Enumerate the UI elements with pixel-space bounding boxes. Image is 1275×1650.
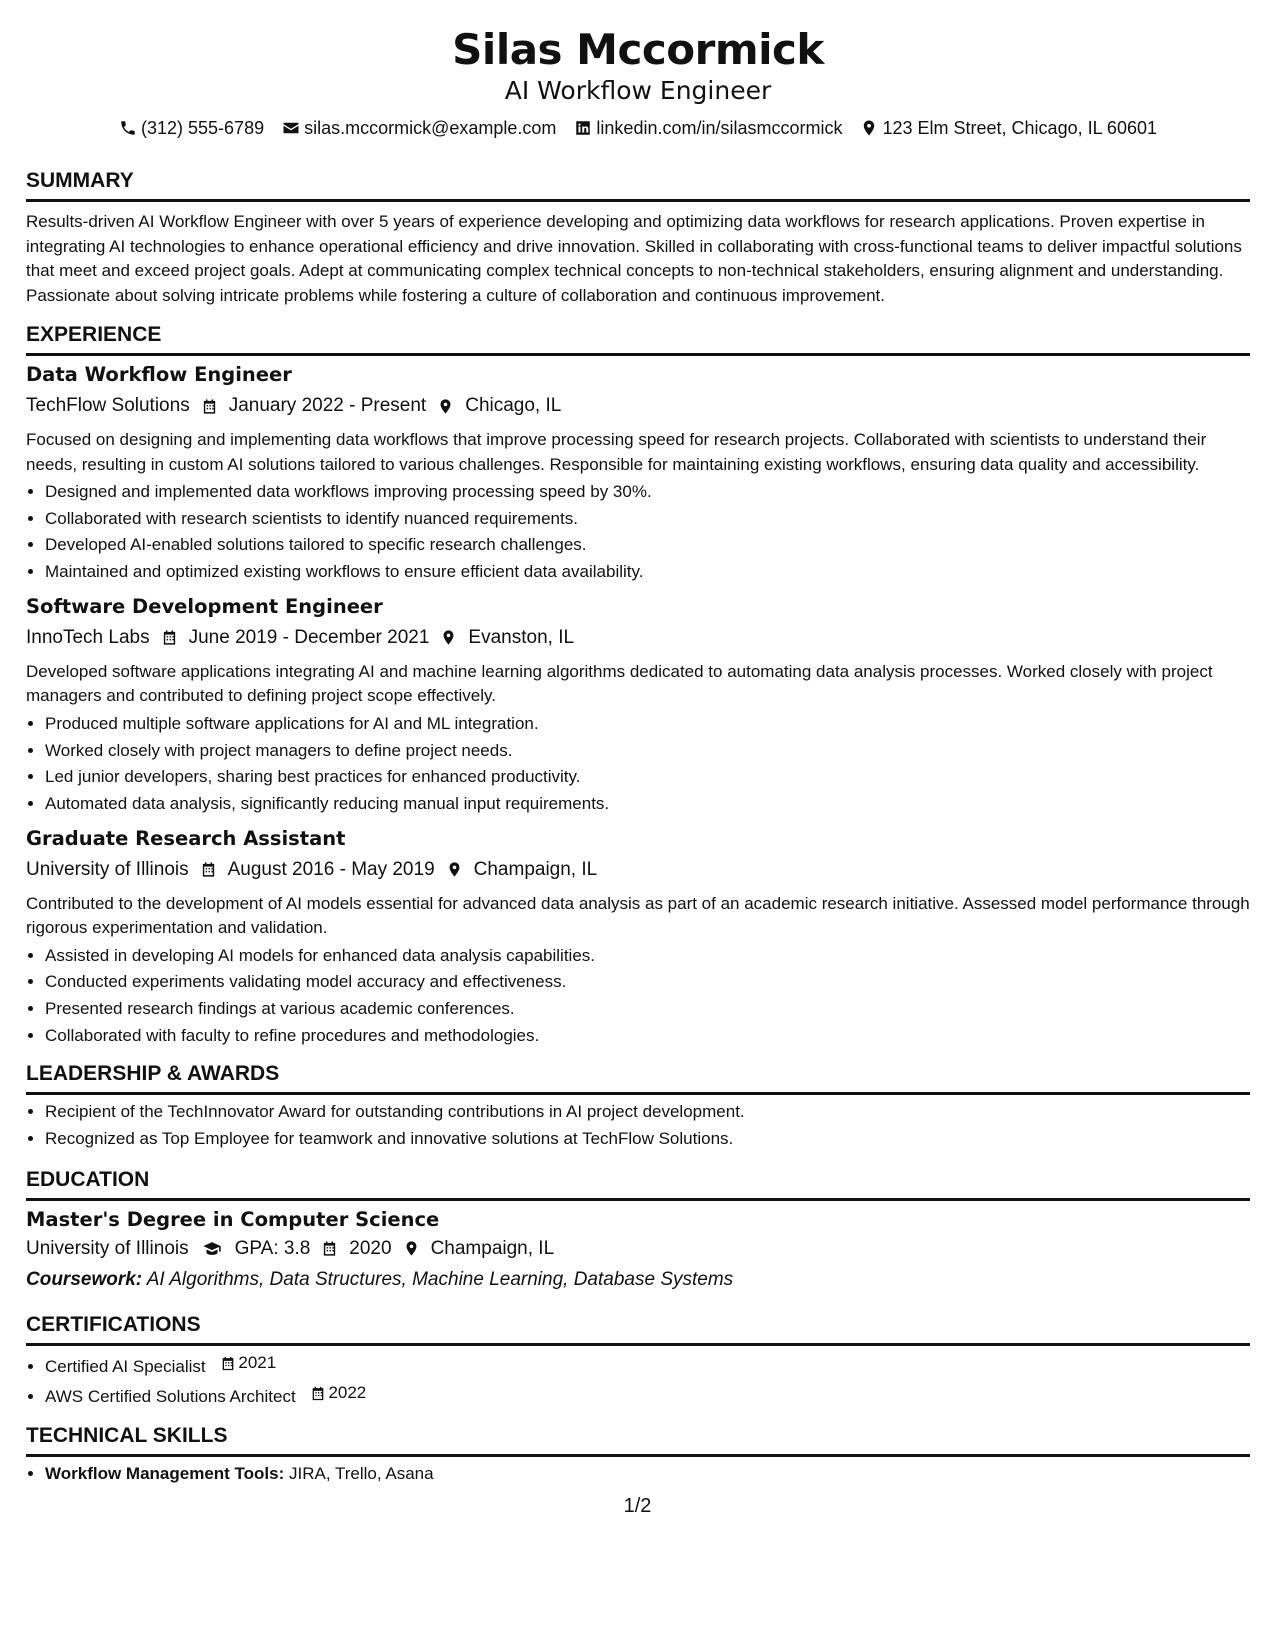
job-meta: [26, 392, 1250, 420]
list-item: • Produced multiple software applications for AI and ML integration.: [45, 711, 1250, 738]
section-title-certifications: CERTIFICATIONS: [26, 1312, 201, 1336]
job-meta: [26, 624, 1250, 652]
job-company: University of Illinois: [26, 858, 189, 880]
section-divider: [26, 199, 1250, 202]
job-meta: [26, 856, 1250, 884]
job-location: Chicago, IL: [465, 395, 562, 416]
leadership-bullets: [26, 1099, 1250, 1152]
job-description: Developed software applications integrating AI and machine learning algorithms dedicated to automating data analysis processes. Worked closely with project managers and contributed to defining project scope effectively.: [26, 661, 1213, 706]
school-name: University of Illinois: [26, 1237, 189, 1259]
list-item: • Maintained and optimized existing workflows to ensure efficient data availability.: [45, 559, 1250, 586]
map-marker-icon: [860, 119, 878, 137]
section-title-experience: EXPERIENCE: [26, 323, 162, 346]
contact-address: [860, 116, 1157, 140]
section-divider: [26, 353, 1250, 356]
phone-icon: [119, 119, 137, 137]
calendar-icon: [310, 1385, 326, 1402]
job-dates: August 2016 - May 2019: [227, 858, 435, 880]
coursework: [26, 1266, 1250, 1294]
job-entry: [26, 826, 1250, 1050]
linkedin-icon: [574, 119, 592, 137]
page-number: 1/2: [623, 1495, 652, 1517]
map-marker-icon: [437, 397, 454, 416]
coursework-label: Coursework:: [26, 1268, 143, 1290]
job-title: Graduate Research Assistant: [26, 826, 346, 850]
job-dates: June 2019 - December 2021: [188, 626, 430, 648]
cert-year: 2022: [328, 1383, 367, 1403]
calendar-icon: [200, 860, 217, 879]
list-item: • Conducted experiments validating model accuracy and effectiveness.: [45, 969, 1250, 996]
certifications-list: [26, 1350, 1250, 1411]
list-item: • Collaborated with faculty to refine procedures and methodologies.: [45, 1023, 1250, 1050]
email-text: silas.mccormick@example.com: [304, 118, 557, 138]
resume-header: [26, 26, 1250, 140]
job-entry: [26, 594, 1250, 818]
section-title-summary: SUMMARY: [26, 169, 134, 192]
resume-page: [26, 0, 1250, 1488]
candidate-name: Silas Mccormick: [452, 25, 824, 74]
contact-linkedin[interactable]: [574, 116, 842, 140]
leadership-section: [26, 1061, 1250, 1152]
experience-section: [26, 322, 1250, 1049]
gpa: GPA: 3.8: [234, 1237, 311, 1259]
education-meta: [26, 1235, 1250, 1263]
graduation-year: 2020: [349, 1237, 392, 1259]
cert-name: Certified AI Specialist: [45, 1356, 206, 1376]
summary-text: Results-driven AI Workflow Engineer with over 5 years of experience developing and optimizing data workflows for research applications. Proven expertise in integrating AI technologies to enhance operational efficiency and drive innovation. Skilled in collaborating with cross-functional teams to deliver impactful solutions that meet and exceed project goals. Adept at communicating complex technical concepts to non-technical stakeholders, ensuring alignment and understanding. Passionate about solving intricate problems while fostering a culture of collaboration and continuous improvement.: [26, 212, 1242, 305]
job-title: Data Workflow Engineer: [26, 363, 292, 386]
job-company: InnoTech Labs: [26, 626, 150, 648]
section-divider: [26, 1454, 1250, 1457]
list-item: • Assisted in developing AI models for enhanced data analysis capabilities.: [45, 943, 1250, 970]
job-dates: January 2022 - Present: [228, 395, 427, 416]
map-marker-icon: [446, 860, 463, 879]
list-item: [45, 1350, 1250, 1381]
section-title-education: EDUCATION: [26, 1167, 150, 1191]
contact-bar: [26, 116, 1250, 140]
list-item: • Recognized as Top Employee for teamwork and innovative solutions at TechFlow Solutions.: [45, 1126, 1250, 1153]
skills-list: [26, 1461, 1250, 1488]
skills-section: [26, 1423, 1250, 1488]
school-location: Champaign, IL: [430, 1237, 555, 1259]
section-title-leadership: LEADERSHIP & AWARDS: [26, 1062, 280, 1086]
summary-section: [26, 168, 1250, 308]
list-item: • Developed AI-enabled solutions tailored to specific research challenges.: [45, 532, 1250, 559]
list-item: • Worked closely with project managers to define project needs.: [45, 738, 1250, 765]
cert-year: 2021: [238, 1352, 277, 1372]
job-bullets: [26, 711, 1250, 818]
cert-name: AWS Certified Solutions Architect: [45, 1387, 296, 1407]
job-bullets: [26, 479, 1250, 586]
section-divider: [26, 1343, 1250, 1346]
skill-label: Workflow Management Tools:: [45, 1463, 285, 1483]
job-description: Focused on designing and implementing data workflows that improve processing speed for research projects. Collaborated with scientists to understand their needs, resulting in custom AI solutions tailored to various challenges. Responsible for maintaining existing workflows, ensuring data quality and accessibility.: [26, 430, 1207, 474]
section-title-skills: TECHNICAL SKILLS: [26, 1423, 228, 1447]
list-item: • Led junior developers, sharing best practices for enhanced productivity.: [45, 764, 1250, 791]
map-marker-icon: [440, 628, 457, 647]
job-company: TechFlow Solutions: [26, 395, 190, 416]
coursework-list: AI Algorithms, Data Structures, Machine Learning, Database Systems: [146, 1268, 734, 1290]
list-item: [45, 1380, 1250, 1411]
list-item: • Recipient of the TechInnovator Award for outstanding contributions in AI project development.: [45, 1099, 1250, 1126]
phone-text: (312) 555-6789: [141, 118, 265, 138]
degree-title: Master's Degree in Computer Science: [26, 1207, 440, 1231]
address-text: 123 Elm Street, Chicago, IL 60601: [882, 118, 1157, 138]
job-description: Contributed to the development of AI models essential for advanced data analysis as part of an academic research initiative. Assessed model performance through rigorous experimentation and validation.: [26, 893, 1250, 938]
calendar-icon: [321, 1239, 338, 1258]
contact-phone: [119, 116, 264, 140]
calendar-icon: [220, 1355, 236, 1372]
job-entry: [26, 362, 1250, 586]
graduation-cap-icon: [200, 1239, 224, 1258]
list-item: [45, 1461, 1250, 1488]
job-bullets: [26, 943, 1250, 1050]
list-item: • Collaborated with research scientists to identify nuanced requirements.: [45, 506, 1250, 533]
job-location: Evanston, IL: [468, 626, 575, 648]
job-location: Champaign, IL: [473, 858, 598, 880]
map-marker-icon: [403, 1239, 420, 1258]
calendar-icon: [201, 397, 218, 416]
job-title: Software Development Engineer: [26, 594, 383, 618]
contact-email[interactable]: [282, 116, 556, 140]
skill-value: JIRA, Trello, Asana: [289, 1463, 434, 1483]
linkedin-text: linkedin.com/in/silasmccormick: [596, 118, 843, 138]
education-section: [26, 1167, 1250, 1294]
list-item: • Designed and implemented data workflows improving processing speed by 30%.: [45, 479, 1250, 506]
envelope-icon: [282, 119, 300, 137]
calendar-icon: [161, 628, 178, 647]
list-item: • Automated data analysis, significantly reducing manual input requirements.: [45, 791, 1250, 818]
section-divider: [26, 1198, 1250, 1201]
certifications-section: [26, 1312, 1250, 1411]
candidate-title: AI Workflow Engineer: [504, 76, 772, 105]
list-item: • Presented research findings at various academic conferences.: [45, 996, 1250, 1023]
section-divider: [26, 1092, 1250, 1095]
